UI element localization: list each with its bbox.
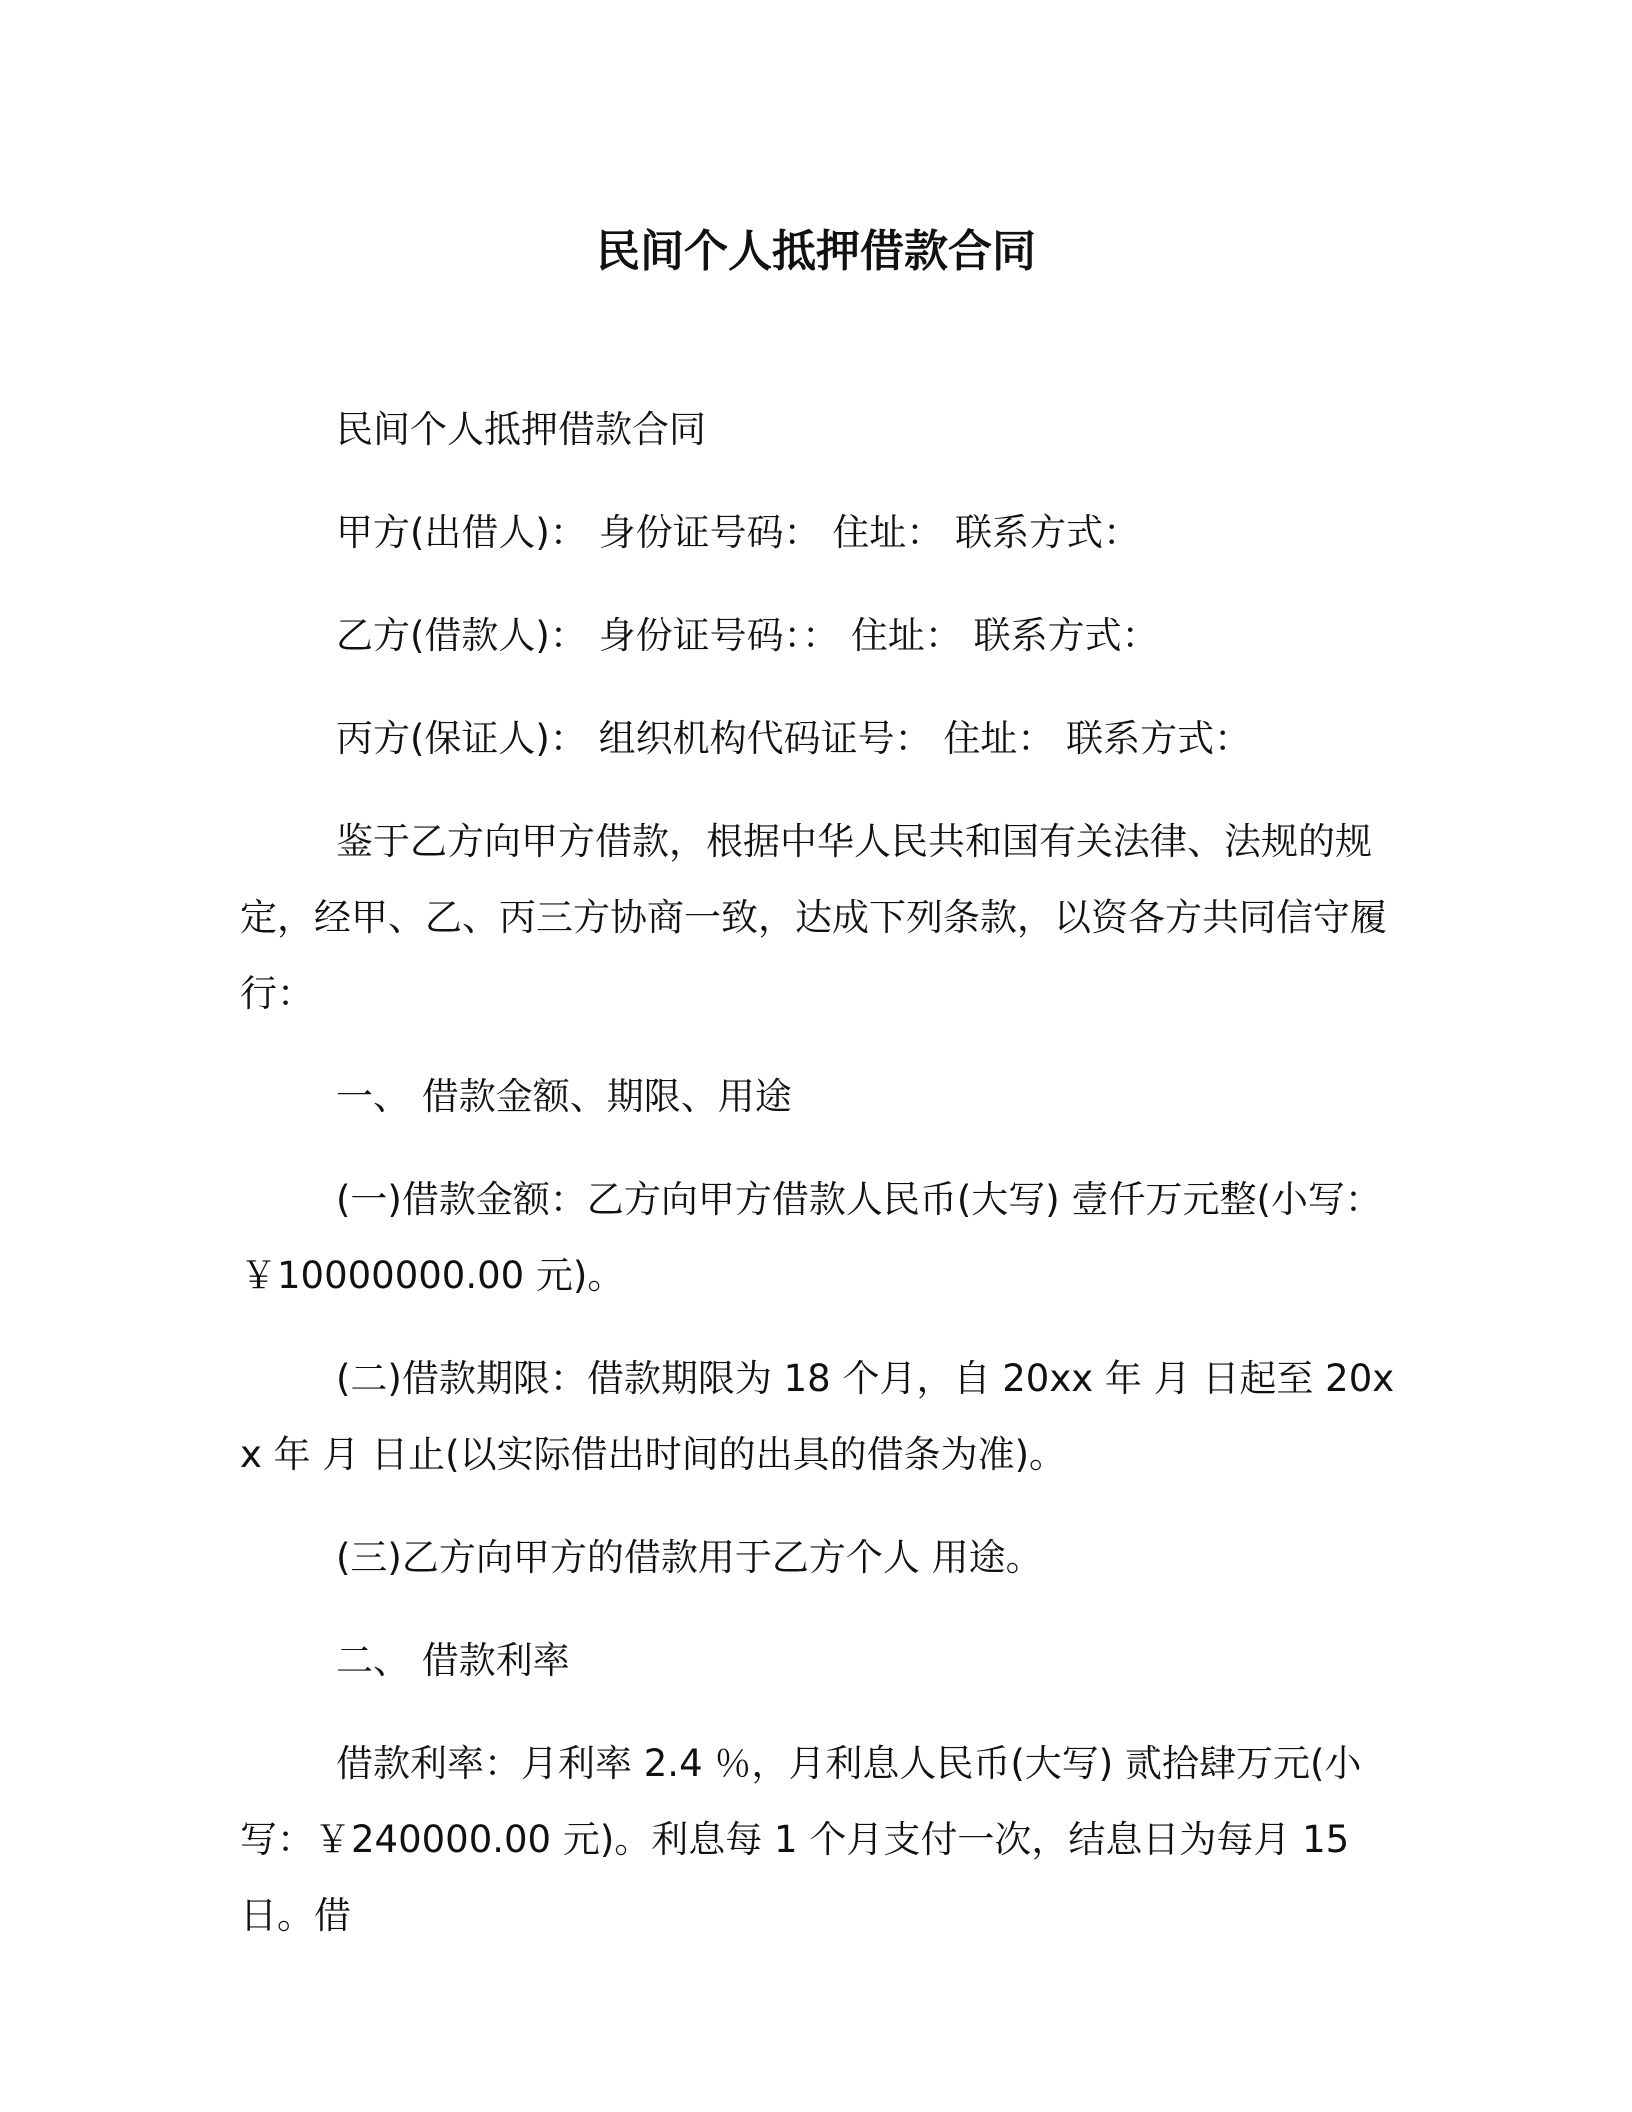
paragraph-preamble: 鉴于乙方向甲方借款，根据中华人民共和国有关法律、法规的规定，经甲、乙、丙三方协商一致，达成下列条款，以资各方共同信守履行： bbox=[240, 820, 1387, 1015]
paragraph-loan-amount: (一)借款金额：乙方向甲方借款人民币(大写) 壹仟万元整(小写：￥10000000.00 元)。 bbox=[240, 1178, 1382, 1297]
paragraph-interest-rate: 借款利率：月利率 2.4 ％，月利息人民币(大写) 贰拾肆万元(小写：￥240000.00 元)。利息每 1 个月支付一次，结息日为每月 15 日。借 bbox=[240, 1742, 1362, 1937]
paragraph-loan-purpose: (三)乙方向甲方的借款用于乙方个人 用途。 bbox=[336, 1536, 1043, 1579]
section-heading-1: 一、 借款金额、期限、用途 bbox=[336, 1075, 792, 1118]
section-heading-2: 二、 借款利率 bbox=[336, 1639, 570, 1682]
paragraph-loan-term: (二)借款期限：借款期限为 18 个月，自 20xx 年 月 日起至 20xx 年 月 日止(以实际借出时间的出具的借条为准)。 bbox=[240, 1357, 1395, 1476]
document-body bbox=[240, 392, 1400, 1981]
paragraph-party-b: 乙方(借款人)： 身份证号码：： 住址： 联系方式： bbox=[336, 614, 1159, 657]
paragraph-party-a: 甲方(出借人)： 身份证号码： 住址： 联系方式： bbox=[336, 511, 1141, 554]
document-title: 民间个人抵押借款合同 bbox=[596, 226, 1036, 277]
paragraph-party-c: 丙方(保证人)： 组织机构代码证号： 住址： 联系方式： bbox=[336, 717, 1252, 760]
paragraph-subtitle: 民间个人抵押借款合同 bbox=[336, 408, 706, 451]
